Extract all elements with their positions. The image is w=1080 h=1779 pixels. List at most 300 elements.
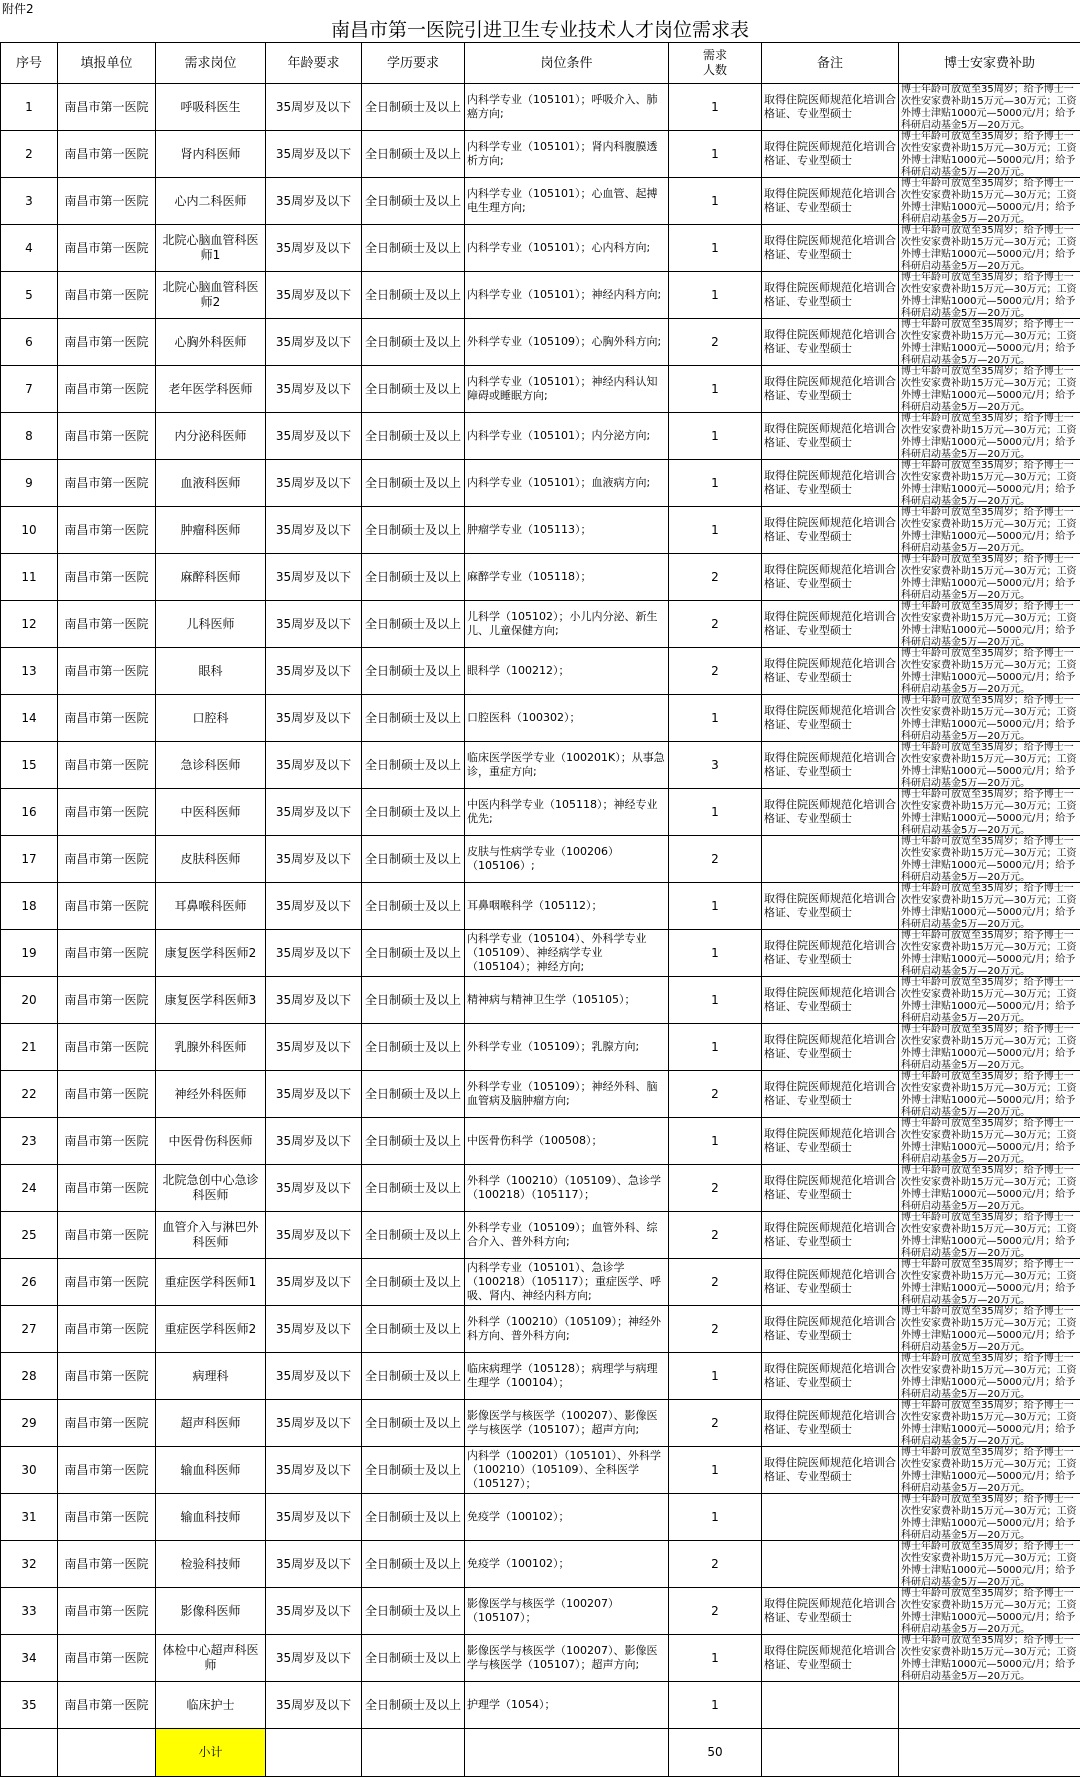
position-conditions: 内科学专业（105101）；心内科方向; (465, 225, 669, 272)
phd-subsidy (899, 366, 1080, 413)
education-requirement: 全日制硕士及以上 (362, 1071, 465, 1118)
reporting-unit: 南昌市第一医院 (58, 977, 156, 1024)
phd-subsidy (899, 1447, 1080, 1494)
position-name: 急诊科医师 (156, 742, 266, 789)
age-requirement: 35周岁及以下 (266, 883, 362, 930)
reporting-unit: 南昌市第一医院 (58, 460, 156, 507)
header-count (669, 43, 762, 84)
reporting-unit: 南昌市第一医院 (58, 836, 156, 883)
remark (762, 1494, 899, 1541)
position-name: 北院急创中心急诊科医师 (156, 1165, 266, 1212)
position-name: 肿瘤科医师 (156, 507, 266, 554)
demand-count: 3 (669, 742, 762, 789)
reporting-unit: 南昌市第一医院 (58, 225, 156, 272)
age-requirement: 35周岁及以下 (266, 695, 362, 742)
remark: 取得住院医师规范化培训合格证、专业型硕士 (762, 1447, 899, 1494)
age-requirement: 35周岁及以下 (266, 319, 362, 366)
reporting-unit: 南昌市第一医院 (58, 84, 156, 131)
page-title: 南昌市第一医院引进卫生专业技术人才岗位需求表 (330, 19, 749, 41)
remark: 取得住院医师规范化培训合格证、专业型硕士 (762, 1588, 899, 1635)
remark: 取得住院医师规范化培训合格证、专业型硕士 (762, 178, 899, 225)
age-requirement: 35周岁及以下 (266, 131, 362, 178)
row-number: 15 (1, 742, 58, 789)
row-number: 14 (1, 695, 58, 742)
age-requirement: 35周岁及以下 (266, 84, 362, 131)
table-row (1, 319, 1080, 366)
education-requirement: 全日制硕士及以上 (362, 930, 465, 977)
education-requirement: 全日制硕士及以上 (362, 319, 465, 366)
education-requirement: 全日制硕士及以上 (362, 977, 465, 1024)
age-requirement: 35周岁及以下 (266, 789, 362, 836)
position-conditions: 内科学专业（105101）；肾内科腹膜透析方向; (465, 131, 669, 178)
phd-subsidy (899, 695, 1080, 742)
remark: 取得住院医师规范化培训合格证、专业型硕士 (762, 601, 899, 648)
demand-count: 2 (669, 1071, 762, 1118)
reporting-unit: 南昌市第一医院 (58, 1494, 156, 1541)
phd-subsidy-text (901, 1682, 1078, 1727)
position-name: 儿科医师 (156, 601, 266, 648)
phd-subsidy (899, 977, 1080, 1024)
row-number: 34 (1, 1635, 58, 1682)
age-requirement: 35周岁及以下 (266, 1494, 362, 1541)
education-requirement: 全日制硕士及以上 (362, 695, 465, 742)
total-empty-3 (266, 1729, 362, 1777)
table-row (1, 742, 1080, 789)
position-conditions: 外科学（100210）（105109）、急诊学（100218）（105117）； (465, 1165, 669, 1212)
position-name: 临床护士 (156, 1682, 266, 1729)
phd-subsidy (899, 413, 1080, 460)
total-empty-7 (899, 1729, 1080, 1777)
education-requirement: 全日制硕士及以上 (362, 1259, 465, 1306)
header-post: 需求岗位 (156, 43, 266, 84)
demand-count: 1 (669, 1447, 762, 1494)
phd-subsidy-text: 博士年龄可放宽至35周岁；给予博士一次性安家费补助15万元—30万元；工资外博士津贴1000元—5000元/月；给予科研启动基金5万—20万元。 (901, 977, 1077, 1022)
phd-subsidy (899, 1259, 1080, 1306)
demand-table (0, 42, 1080, 1777)
position-conditions: 内科学（100201）（105101）、外科学（100210）（105109）、全科医学（105127）； (465, 1447, 669, 1494)
education-requirement: 全日制硕士及以上 (362, 742, 465, 789)
total-empty-4 (362, 1729, 465, 1777)
phd-subsidy (899, 601, 1080, 648)
table-row (1, 1306, 1080, 1353)
table-row (1, 1165, 1080, 1212)
position-conditions: 免疫学（100102）； (465, 1541, 669, 1588)
education-requirement: 全日制硕士及以上 (362, 366, 465, 413)
row-number: 10 (1, 507, 58, 554)
age-requirement: 35周岁及以下 (266, 413, 362, 460)
demand-count: 2 (669, 1306, 762, 1353)
row-number: 2 (1, 131, 58, 178)
demand-count: 1 (669, 1118, 762, 1165)
age-requirement: 35周岁及以下 (266, 1353, 362, 1400)
table-header (1, 43, 1080, 84)
row-number: 5 (1, 272, 58, 319)
phd-subsidy-text: 博士年龄可放宽至35周岁；给予博士一次性安家费补助15万元—30万元；工资外博士津贴1000元—5000元/月；给予科研启动基金5万—20万元。 (901, 413, 1077, 458)
remark: 取得住院医师规范化培训合格证、专业型硕士 (762, 460, 899, 507)
phd-subsidy (899, 460, 1080, 507)
remark (762, 1541, 899, 1588)
remark: 取得住院医师规范化培训合格证、专业型硕士 (762, 742, 899, 789)
row-number: 17 (1, 836, 58, 883)
age-requirement: 35周岁及以下 (266, 554, 362, 601)
education-requirement: 全日制硕士及以上 (362, 554, 465, 601)
reporting-unit: 南昌市第一医院 (58, 883, 156, 930)
row-number: 22 (1, 1071, 58, 1118)
education-requirement: 全日制硕士及以上 (362, 601, 465, 648)
demand-count: 1 (669, 131, 762, 178)
age-requirement: 35周岁及以下 (266, 1259, 362, 1306)
phd-subsidy (899, 836, 1080, 883)
demand-count: 2 (669, 836, 762, 883)
education-requirement: 全日制硕士及以上 (362, 131, 465, 178)
demand-count: 1 (669, 1635, 762, 1682)
row-number: 3 (1, 178, 58, 225)
total-empty-5 (465, 1729, 669, 1777)
row-number: 24 (1, 1165, 58, 1212)
phd-subsidy-text: 博士年龄可放宽至35周岁；给予博士一次性安家费补助15万元—30万元；工资外博士津贴1000元—5000元/月；给予科研启动基金5万—20万元。 (901, 225, 1077, 270)
phd-subsidy-text: 博士年龄可放宽至35周岁；给予博士一次性安家费补助15万元—30万元；工资外博士津贴1000元—5000元/月；给予科研启动基金5万—20万元。 (901, 1494, 1077, 1539)
phd-subsidy-text: 博士年龄可放宽至35周岁；给予博士一次性安家费补助15万元—30万元；工资外博士津贴1000元—5000元/月；给予科研启动基金5万—20万元。 (901, 695, 1077, 740)
phd-subsidy-text: 博士年龄可放宽至35周岁；给予博士一次性安家费补助15万元—30万元；工资外博士津贴1000元—5000元/月；给予科研启动基金5万—20万元。 (901, 1588, 1077, 1633)
row-number: 19 (1, 930, 58, 977)
remark: 取得住院医师规范化培训合格证、专业型硕士 (762, 930, 899, 977)
phd-subsidy (899, 84, 1080, 131)
phd-subsidy-text: 博士年龄可放宽至35周岁；给予博士一次性安家费补助15万元—30万元；工资外博士津贴1000元—5000元/月；给予科研启动基金5万—20万元。 (901, 1071, 1077, 1116)
total-empty-2 (58, 1729, 156, 1777)
phd-subsidy (899, 272, 1080, 319)
education-requirement: 全日制硕士及以上 (362, 1635, 465, 1682)
header-note: 备注 (762, 43, 899, 84)
phd-subsidy-text: 博士年龄可放宽至35周岁；给予博士一次性安家费补助15万元—30万元；工资外博士津贴1000元—5000元/月；给予科研启动基金5万—20万元。 (901, 1212, 1077, 1257)
phd-subsidy-text: 博士年龄可放宽至35周岁；给予博士一次性安家费补助15万元—30万元；工资外博士津贴1000元—5000元/月；给予科研启动基金5万—20万元。 (901, 84, 1077, 129)
header-cond: 岗位条件 (465, 43, 669, 84)
position-name: 麻醉科医师 (156, 554, 266, 601)
demand-count: 1 (669, 789, 762, 836)
row-number: 23 (1, 1118, 58, 1165)
position-name: 心胸外科医师 (156, 319, 266, 366)
education-requirement: 全日制硕士及以上 (362, 413, 465, 460)
age-requirement: 35周岁及以下 (266, 977, 362, 1024)
position-conditions: 外科学（100210）（105109）；神经外科方向、普外科方向; (465, 1306, 669, 1353)
education-requirement: 全日制硕士及以上 (362, 1494, 465, 1541)
demand-count: 2 (669, 319, 762, 366)
education-requirement: 全日制硕士及以上 (362, 1165, 465, 1212)
age-requirement: 35周岁及以下 (266, 1635, 362, 1682)
position-conditions: 儿科学（105102）；小儿内分泌、新生儿、儿童保健方向; (465, 601, 669, 648)
demand-count: 1 (669, 883, 762, 930)
total-label: 小计 (156, 1729, 266, 1777)
position-conditions: 内科学专业（105104）、外科学专业（105109）、神经病学专业（105104）；神经方向; (465, 930, 669, 977)
phd-subsidy (899, 1635, 1080, 1682)
reporting-unit: 南昌市第一医院 (58, 507, 156, 554)
age-requirement: 35周岁及以下 (266, 1447, 362, 1494)
phd-subsidy (899, 930, 1080, 977)
row-number: 32 (1, 1541, 58, 1588)
age-requirement: 35周岁及以下 (266, 930, 362, 977)
phd-subsidy (899, 1353, 1080, 1400)
table-body (1, 84, 1080, 1777)
remark: 取得住院医师规范化培训合格证、专业型硕士 (762, 507, 899, 554)
remark: 取得住院医师规范化培训合格证、专业型硕士 (762, 695, 899, 742)
row-number: 25 (1, 1212, 58, 1259)
phd-subsidy-text: 博士年龄可放宽至35周岁；给予博士一次性安家费补助15万元—30万元；工资外博士津贴1000元—5000元/月；给予科研启动基金5万—20万元。 (901, 789, 1077, 834)
header-edu: 学历要求 (362, 43, 465, 84)
remark: 取得住院医师规范化培训合格证、专业型硕士 (762, 1118, 899, 1165)
remark: 取得住院医师规范化培训合格证、专业型硕士 (762, 648, 899, 695)
phd-subsidy (899, 742, 1080, 789)
reporting-unit: 南昌市第一医院 (58, 1635, 156, 1682)
education-requirement: 全日制硕士及以上 (362, 1353, 465, 1400)
row-number: 1 (1, 84, 58, 131)
reporting-unit: 南昌市第一医院 (58, 1447, 156, 1494)
reporting-unit: 南昌市第一医院 (58, 1682, 156, 1729)
position-name: 北院心脑血管科医师2 (156, 272, 266, 319)
age-requirement: 35周岁及以下 (266, 1682, 362, 1729)
reporting-unit: 南昌市第一医院 (58, 1306, 156, 1353)
reporting-unit: 南昌市第一医院 (58, 1212, 156, 1259)
attachment-bar (0, 0, 1080, 18)
phd-subsidy-text: 博士年龄可放宽至35周岁；给予博士一次性安家费补助15万元—30万元；工资外博士津贴1000元—5000元/月；给予科研启动基金5万—20万元。 (901, 930, 1077, 975)
row-number: 28 (1, 1353, 58, 1400)
age-requirement: 35周岁及以下 (266, 1212, 362, 1259)
demand-count: 1 (669, 366, 762, 413)
table-row (1, 1494, 1080, 1541)
header-unit: 填报单位 (58, 43, 156, 84)
phd-subsidy (899, 1494, 1080, 1541)
phd-subsidy-text: 博士年龄可放宽至35周岁；给予博士一次性安家费补助15万元—30万元；工资外博士津贴1000元—5000元/月；给予科研启动基金5万—20万元。 (901, 1259, 1077, 1304)
reporting-unit: 南昌市第一医院 (58, 1541, 156, 1588)
position-name: 心内二科医师 (156, 178, 266, 225)
remark: 取得住院医师规范化培训合格证、专业型硕士 (762, 1400, 899, 1447)
demand-count: 1 (669, 977, 762, 1024)
remark: 取得住院医师规范化培训合格证、专业型硕士 (762, 1635, 899, 1682)
age-requirement: 35周岁及以下 (266, 1400, 362, 1447)
reporting-unit: 南昌市第一医院 (58, 554, 156, 601)
table-row (1, 272, 1080, 319)
table-row (1, 507, 1080, 554)
position-name: 超声科医师 (156, 1400, 266, 1447)
row-number: 20 (1, 977, 58, 1024)
position-conditions: 精神病与精神卫生学（105105）； (465, 977, 669, 1024)
position-conditions: 外科学专业（105109）；心胸外科方向; (465, 319, 669, 366)
position-conditions: 皮肤与性病学专业（100206）（105106）; (465, 836, 669, 883)
phd-subsidy-text: 博士年龄可放宽至35周岁；给予博士一次性安家费补助15万元—30万元；工资外博士津贴1000元—5000元/月；给予科研启动基金5万—20万元。 (901, 1541, 1077, 1586)
phd-subsidy-text: 博士年龄可放宽至35周岁；给予博士一次性安家费补助15万元—30万元；工资外博士津贴1000元—5000元/月；给予科研启动基金5万—20万元。 (901, 178, 1077, 223)
demand-count: 2 (669, 601, 762, 648)
row-number: 16 (1, 789, 58, 836)
reporting-unit: 南昌市第一医院 (58, 695, 156, 742)
reporting-unit: 南昌市第一医院 (58, 272, 156, 319)
education-requirement: 全日制硕士及以上 (362, 789, 465, 836)
phd-subsidy-text: 博士年龄可放宽至35周岁；给予博士一次性安家费补助15万元—30万元；工资外博士津贴1000元—5000元/月；给予科研启动基金5万—20万元。 (901, 1024, 1077, 1069)
table-row (1, 1071, 1080, 1118)
phd-subsidy-text: 博士年龄可放宽至35周岁；给予博士一次性安家费补助15万元—30万元；工资外博士津贴1000元—5000元/月；给予科研启动基金5万—20万元。 (901, 1400, 1077, 1445)
education-requirement: 全日制硕士及以上 (362, 836, 465, 883)
education-requirement: 全日制硕士及以上 (362, 225, 465, 272)
table-row (1, 930, 1080, 977)
position-conditions: 临床医学医学专业（100201K）；从事急诊，重症方向; (465, 742, 669, 789)
demand-count: 1 (669, 507, 762, 554)
position-name: 影像科医师 (156, 1588, 266, 1635)
phd-subsidy-text: 博士年龄可放宽至35周岁；给予博士一次性安家费补助15万元—30万元；工资外博士津贴1000元—5000元/月；给予科研启动基金5万—20万元。 (901, 507, 1077, 552)
position-conditions: 临床病理学（105128）；病理学与病理生理学（100104）； (465, 1353, 669, 1400)
reporting-unit: 南昌市第一医院 (58, 1259, 156, 1306)
header-age: 年龄要求 (266, 43, 362, 84)
remark (762, 1682, 899, 1729)
position-conditions: 外科学专业（105109）；神经外科、脑血管病及脑肿瘤方向; (465, 1071, 669, 1118)
reporting-unit: 南昌市第一医院 (58, 1400, 156, 1447)
position-conditions: 麻醉学专业（105118）； (465, 554, 669, 601)
remark: 取得住院医师规范化培训合格证、专业型硕士 (762, 554, 899, 601)
remark: 取得住院医师规范化培训合格证、专业型硕士 (762, 1306, 899, 1353)
age-requirement: 35周岁及以下 (266, 507, 362, 554)
phd-subsidy-text: 博士年龄可放宽至35周岁；给予博士一次性安家费补助15万元—30万元；工资外博士津贴1000元—5000元/月；给予科研启动基金5万—20万元。 (901, 601, 1077, 646)
table-row (1, 1259, 1080, 1306)
header-count-top: 需求 (702, 48, 727, 62)
position-name: 体检中心超声科医师 (156, 1635, 266, 1682)
education-requirement: 全日制硕士及以上 (362, 883, 465, 930)
table-row (1, 1635, 1080, 1682)
age-requirement: 35周岁及以下 (266, 648, 362, 695)
demand-count: 1 (669, 1682, 762, 1729)
position-name: 血液科医师 (156, 460, 266, 507)
phd-subsidy-text: 博士年龄可放宽至35周岁；给予博士一次性安家费补助15万元—30万元；工资外博士津贴1000元—5000元/月；给予科研启动基金5万—20万元。 (901, 648, 1077, 693)
row-number: 6 (1, 319, 58, 366)
position-conditions: 内科学专业（105101）；呼吸介入、肺癌方向; (465, 84, 669, 131)
phd-subsidy-text: 博士年龄可放宽至35周岁；给予博士一次性安家费补助15万元—30万元；工资外博士津贴1000元—5000元/月；给予科研启动基金5万—20万元。 (901, 883, 1077, 928)
phd-subsidy (899, 1541, 1080, 1588)
row-number: 30 (1, 1447, 58, 1494)
table-row (1, 789, 1080, 836)
position-conditions: 影像医学与核医学（100207）（105107）； (465, 1588, 669, 1635)
age-requirement: 35周岁及以下 (266, 1071, 362, 1118)
remark: 取得住院医师规范化培训合格证、专业型硕士 (762, 789, 899, 836)
education-requirement: 全日制硕士及以上 (362, 1400, 465, 1447)
remark: 取得住院医师规范化培训合格证、专业型硕士 (762, 84, 899, 131)
phd-subsidy (899, 1024, 1080, 1071)
phd-subsidy-text: 博士年龄可放宽至35周岁；给予博士一次性安家费补助15万元—30万元；工资外博士津贴1000元—5000元/月；给予科研启动基金5万—20万元。 (901, 1165, 1077, 1210)
phd-subsidy (899, 178, 1080, 225)
row-number: 13 (1, 648, 58, 695)
phd-subsidy-text: 博士年龄可放宽至35周岁；给予博士一次性安家费补助15万元—30万元；工资外博士津贴1000元—5000元/月；给予科研启动基金5万—20万元。 (901, 319, 1077, 364)
education-requirement: 全日制硕士及以上 (362, 1682, 465, 1729)
demand-count: 1 (669, 178, 762, 225)
reporting-unit: 南昌市第一医院 (58, 601, 156, 648)
reporting-unit: 南昌市第一医院 (58, 1071, 156, 1118)
demand-count: 1 (669, 84, 762, 131)
position-name: 口腔科 (156, 695, 266, 742)
demand-count: 2 (669, 648, 762, 695)
reporting-unit: 南昌市第一医院 (58, 648, 156, 695)
phd-subsidy-text: 博士年龄可放宽至35周岁；给予博士一次性安家费补助15万元—30万元；工资外博士津贴1000元—5000元/月；给予科研启动基金5万—20万元。 (901, 366, 1077, 411)
age-requirement: 35周岁及以下 (266, 1588, 362, 1635)
position-name: 输血科技师 (156, 1494, 266, 1541)
demand-count: 1 (669, 1494, 762, 1541)
education-requirement: 全日制硕士及以上 (362, 1306, 465, 1353)
phd-subsidy-text: 博士年龄可放宽至35周岁；给予博士一次性安家费补助15万元—30万元；工资外博士津贴1000元—5000元/月；给予科研启动基金5万—20万元。 (901, 460, 1077, 505)
remark (762, 836, 899, 883)
position-conditions: 护理学（1054）； (465, 1682, 669, 1729)
table-row (1, 1400, 1080, 1447)
phd-subsidy-text: 博士年龄可放宽至35周岁；给予博士一次性安家费补助15万元—30万元；工资外博士津贴1000元—5000元/月；给予科研启动基金5万—20万元。 (901, 131, 1077, 176)
position-name: 中医科医师 (156, 789, 266, 836)
phd-subsidy (899, 1682, 1080, 1729)
remark: 取得住院医师规范化培训合格证、专业型硕士 (762, 272, 899, 319)
position-conditions: 口腔医科（100302）； (465, 695, 669, 742)
position-name: 皮肤科医师 (156, 836, 266, 883)
position-name: 北院心脑血管科医师1 (156, 225, 266, 272)
row-number: 26 (1, 1259, 58, 1306)
total-count: 50 (669, 1729, 762, 1777)
row-number: 11 (1, 554, 58, 601)
education-requirement: 全日制硕士及以上 (362, 1588, 465, 1635)
reporting-unit: 南昌市第一医院 (58, 930, 156, 977)
phd-subsidy-text: 博士年龄可放宽至35周岁；给予博士一次性安家费补助15万元—30万元；工资外博士津贴1000元—5000元/月；给予科研启动基金5万—20万元。 (901, 1306, 1077, 1351)
remark: 取得住院医师规范化培训合格证、专业型硕士 (762, 1165, 899, 1212)
demand-count: 1 (669, 272, 762, 319)
attachment-label: 附件2 (2, 2, 34, 16)
phd-subsidy (899, 319, 1080, 366)
position-conditions: 中医骨伤科学（100508）； (465, 1118, 669, 1165)
demand-count: 2 (669, 1259, 762, 1306)
age-requirement: 35周岁及以下 (266, 836, 362, 883)
phd-subsidy (899, 1165, 1080, 1212)
reporting-unit: 南昌市第一医院 (58, 413, 156, 460)
total-empty-6 (762, 1729, 899, 1777)
position-name: 血管介入与淋巴外科医师 (156, 1212, 266, 1259)
reporting-unit: 南昌市第一医院 (58, 319, 156, 366)
education-requirement: 全日制硕士及以上 (362, 84, 465, 131)
position-name: 重症医学科医师1 (156, 1259, 266, 1306)
reporting-unit: 南昌市第一医院 (58, 1024, 156, 1071)
phd-subsidy-text: 博士年龄可放宽至35周岁；给予博士一次性安家费补助15万元—30万元；工资外博士津贴1000元—5000元/月；给予科研启动基金5万—20万元。 (901, 554, 1077, 599)
education-requirement: 全日制硕士及以上 (362, 1447, 465, 1494)
phd-subsidy (899, 648, 1080, 695)
table-row (1, 225, 1080, 272)
position-conditions: 外科学专业（105109）；血管外科、综合介入、普外科方向; (465, 1212, 669, 1259)
age-requirement: 35周岁及以下 (266, 1118, 362, 1165)
reporting-unit: 南昌市第一医院 (58, 789, 156, 836)
position-conditions: 内科学专业（105101）；神经内科认知障碍或睡眠方向; (465, 366, 669, 413)
phd-subsidy (899, 507, 1080, 554)
education-requirement: 全日制硕士及以上 (362, 178, 465, 225)
position-conditions: 耳鼻咽喉科学（105112）； (465, 883, 669, 930)
demand-count: 2 (669, 554, 762, 601)
age-requirement: 35周岁及以下 (266, 1541, 362, 1588)
education-requirement: 全日制硕士及以上 (362, 1212, 465, 1259)
table-row (1, 977, 1080, 1024)
education-requirement: 全日制硕士及以上 (362, 460, 465, 507)
remark: 取得住院医师规范化培训合格证、专业型硕士 (762, 1212, 899, 1259)
position-name: 肾内科医师 (156, 131, 266, 178)
position-conditions: 内科学专业（105101）、急诊学（100218）（105117）；重症医学、呼吸、肾内、神经内科方向; (465, 1259, 669, 1306)
table-row (1, 1024, 1080, 1071)
table-row (1, 1118, 1080, 1165)
position-conditions: 眼科学（100212）； (465, 648, 669, 695)
position-name: 呼吸科医生 (156, 84, 266, 131)
age-requirement: 35周岁及以下 (266, 272, 362, 319)
reporting-unit: 南昌市第一医院 (58, 742, 156, 789)
age-requirement: 35周岁及以下 (266, 601, 362, 648)
age-requirement: 35周岁及以下 (266, 1306, 362, 1353)
header-no: 序号 (1, 43, 58, 84)
age-requirement: 35周岁及以下 (266, 1024, 362, 1071)
remark: 取得住院医师规范化培训合格证、专业型硕士 (762, 1071, 899, 1118)
demand-count: 1 (669, 413, 762, 460)
row-number: 8 (1, 413, 58, 460)
phd-subsidy (899, 554, 1080, 601)
table-row (1, 1541, 1080, 1588)
